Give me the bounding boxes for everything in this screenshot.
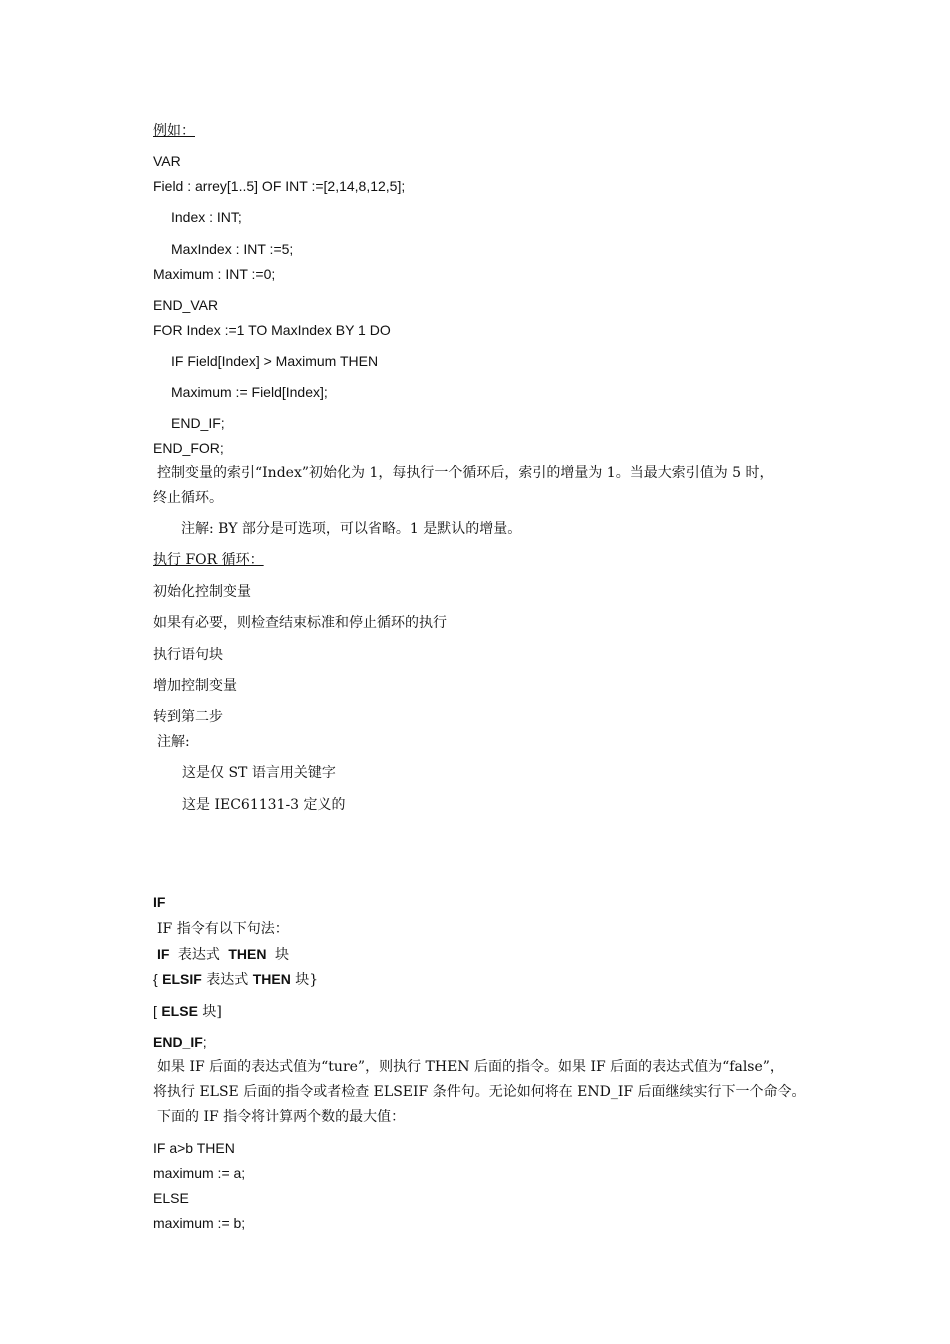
code-line: IF a>b THEN — [153, 1140, 235, 1156]
step-item: 转到第二步 — [153, 709, 223, 725]
step-item: 增加控制变量 — [153, 678, 237, 694]
step-item: 执行语句块 — [153, 647, 223, 663]
code-line: END_VAR — [153, 297, 219, 313]
code-line: maximum := b; — [153, 1215, 246, 1231]
syntax-text: 块} — [295, 972, 319, 988]
keyword: IF — [157, 946, 170, 962]
syntax-text: { — [153, 971, 158, 987]
code-line: maximum := a; — [153, 1165, 246, 1181]
description-line: 将执行 ELSE 后面的指令或者检查 ELSEIF 条件句。无论如何将在 END_IF 后面继续实行下一个命令。 — [153, 1084, 806, 1100]
syntax-text: ; — [202, 1034, 207, 1050]
syntax-text: 表达式 — [206, 972, 249, 988]
code-line: END_IF; — [171, 415, 225, 431]
notes-label: 注解: — [157, 734, 190, 750]
code-line: Maximum : INT :=0; — [153, 266, 276, 282]
code-line: END_FOR; — [153, 440, 224, 456]
code-line: MaxIndex : INT :=5; — [171, 241, 294, 257]
code-line: IF Field[Index] > Maximum THEN — [171, 353, 379, 369]
syntax-text: [ — [153, 1003, 157, 1019]
explanation-line: 终止循环。 — [153, 490, 223, 506]
syntax-intro: IF 指令有以下句法： — [157, 921, 289, 937]
code-line: ELSE — [153, 1190, 189, 1206]
exec-heading: 执行 FOR 循环： — [153, 552, 264, 568]
syntax-line — [153, 1033, 207, 1051]
syntax-text: 块 — [274, 947, 289, 963]
syntax-line — [157, 945, 289, 964]
step-item: 初始化控制变量 — [153, 584, 251, 600]
note-item: 这是仅 ST 语言用关键字 — [182, 765, 336, 781]
code-line: VAR — [153, 153, 181, 169]
example-heading: 例如： — [153, 123, 195, 139]
keyword: THEN — [252, 971, 291, 987]
syntax-line — [153, 1002, 222, 1021]
note-line: 注解: BY 部分是可选项，可以省略。1 是默认的增量。 — [181, 521, 522, 537]
keyword: ELSE — [161, 1003, 198, 1019]
code-line: Field : arrey[1..5] OF INT :=[2,14,8,12,5]; — [153, 178, 406, 194]
syntax-text: 块] — [202, 1004, 222, 1020]
keyword: THEN — [228, 946, 267, 962]
description-line: 如果 IF 后面的表达式值为“ture”，则执行 THEN 后面的指令。如果 IF 后面的表达式值为“false”， — [157, 1059, 784, 1075]
code-line: Maximum := Field[Index]; — [171, 384, 328, 400]
keyword: END_IF — [153, 1034, 203, 1050]
code-line: Index : INT; — [171, 209, 242, 225]
explanation-line: 控制变量的索引“Index”初始化为 1，每执行一个循环后，索引的增量为 1。当最大索引值为 5 时， — [157, 465, 774, 481]
keyword: ELSIF — [162, 971, 202, 987]
step-item: 如果有必要，则检查结束标准和停止循环的执行 — [153, 615, 447, 631]
code-line: FOR Index :=1 TO MaxIndex BY 1 DO — [153, 322, 391, 338]
syntax-line — [153, 970, 318, 989]
section-title-if: IF — [153, 894, 166, 910]
example-intro: 下面的 IF 指令将计算两个数的最大值： — [157, 1109, 406, 1125]
syntax-text: 表达式 — [177, 947, 220, 963]
note-item: 这是 IEC61131-3 定义的 — [182, 797, 346, 813]
